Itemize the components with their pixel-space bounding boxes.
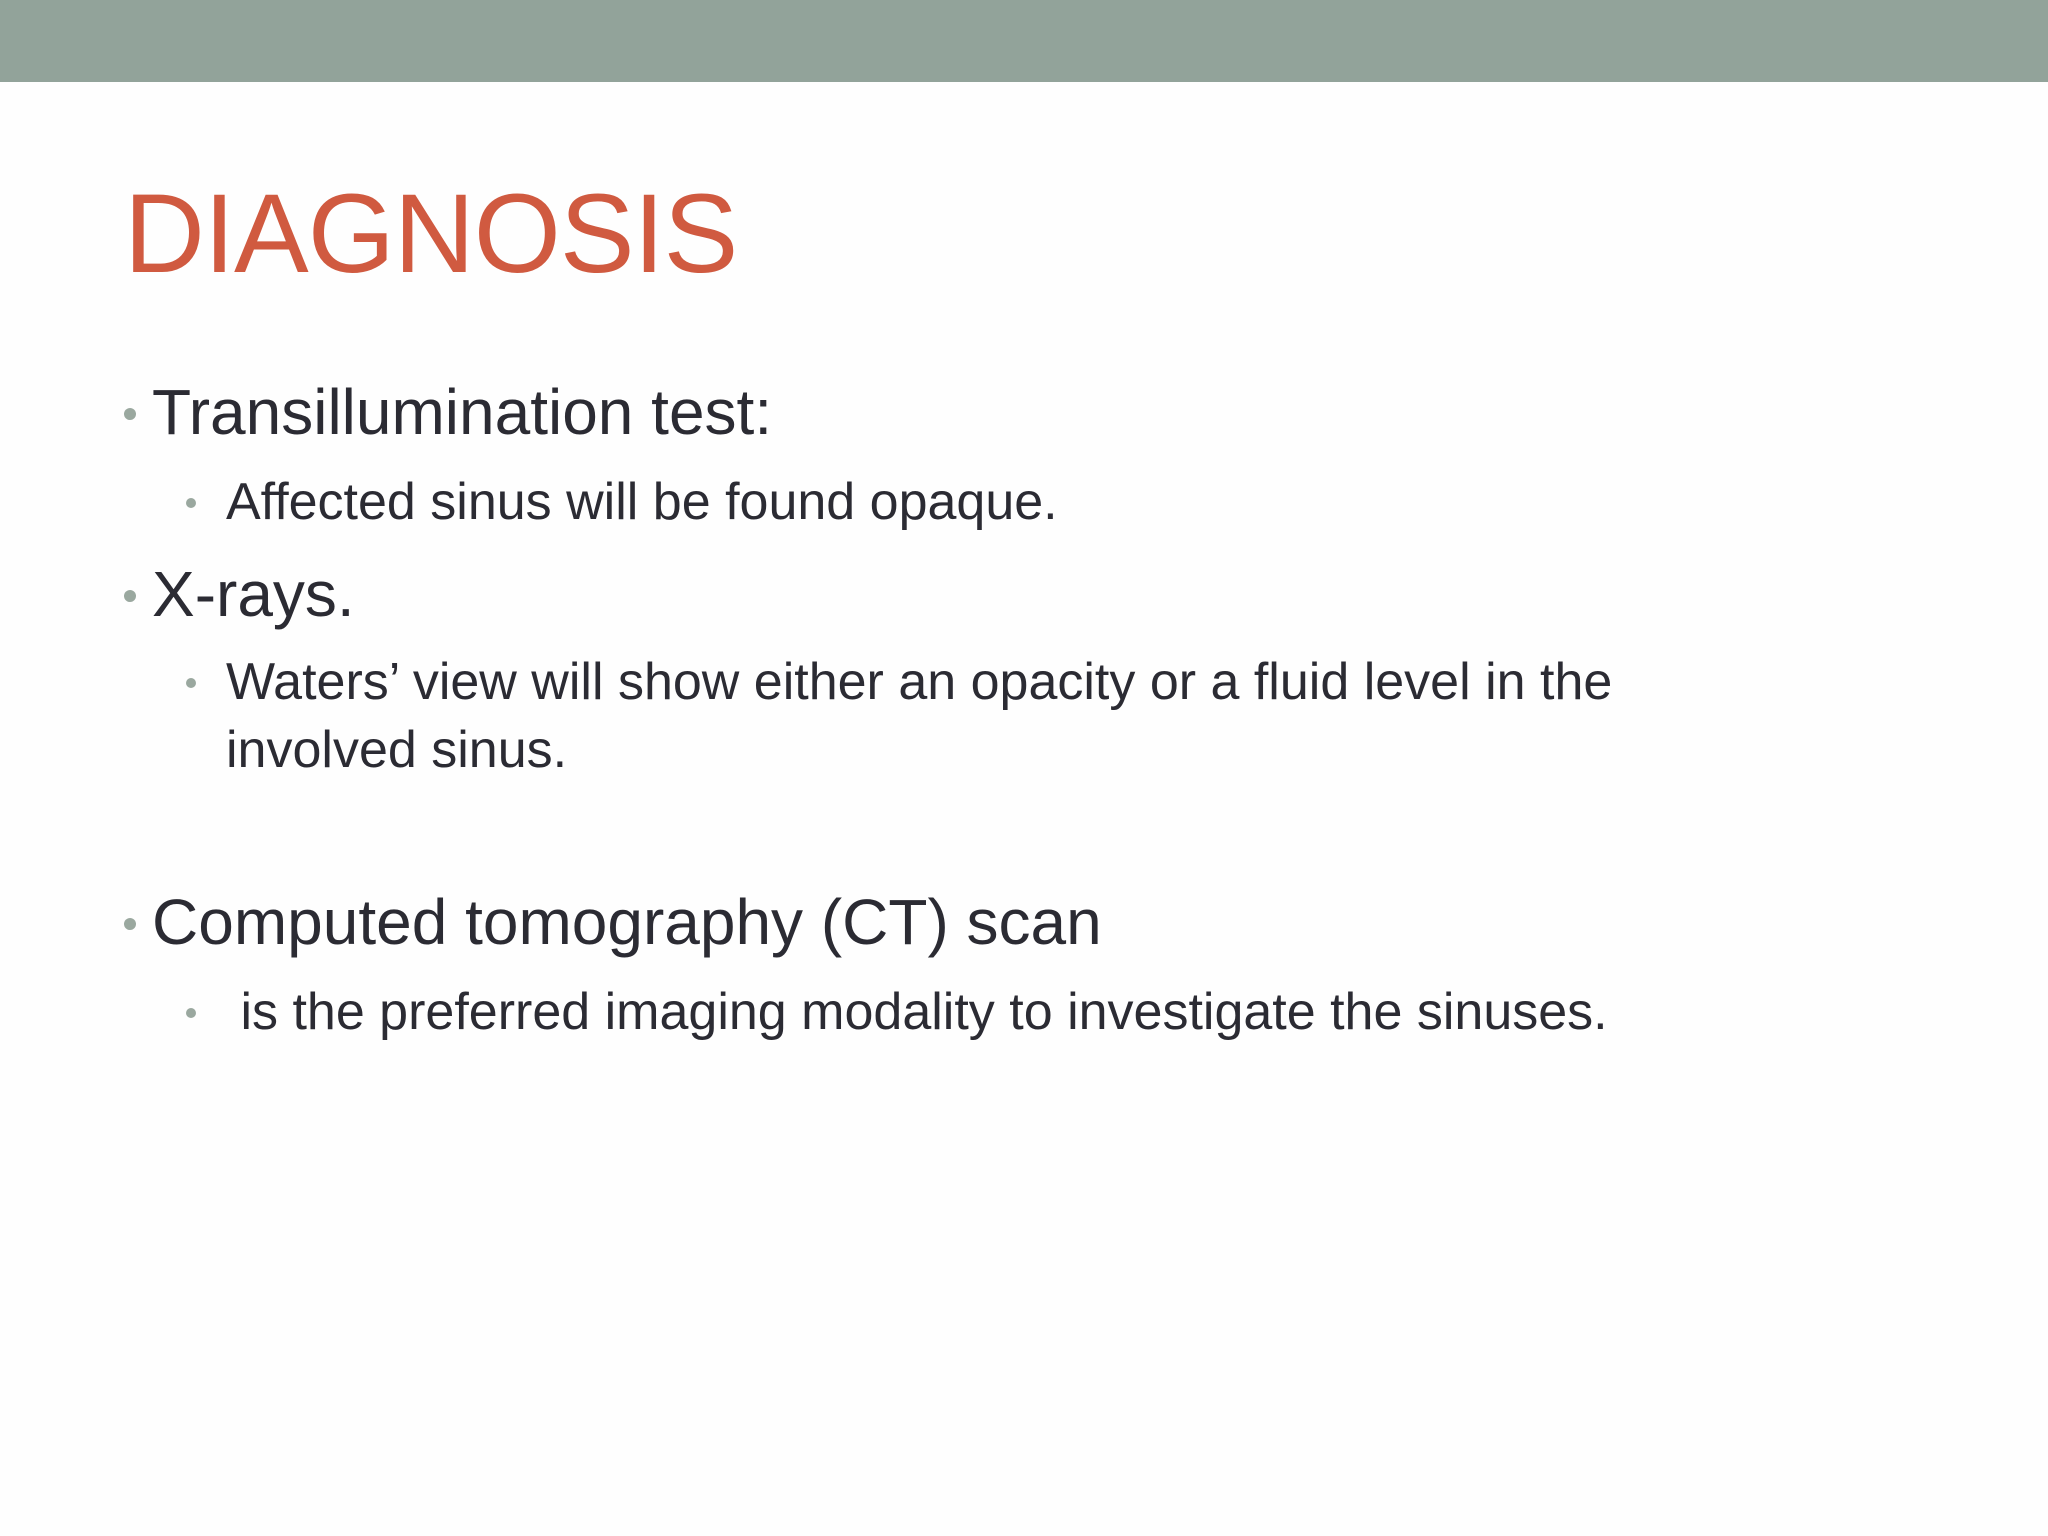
bullet-item-ct-scan	[124, 884, 1102, 960]
slide-title: DIAGNOSIS	[124, 171, 738, 296]
sub-bullet-text: Waters’ view will show either an opacity or a fluid level in the involved sinus.	[226, 653, 1613, 779]
sub-bullet-dot-icon	[186, 1008, 196, 1018]
sub-bullet-text: is the preferred imaging modality to investigate the sinuses.	[226, 983, 1608, 1041]
bullet-item-xrays	[124, 556, 355, 632]
sub-bullet-text: Affected sinus will be found opaque.	[226, 473, 1058, 531]
bullet-text: Computed tomography (CT) scan	[152, 886, 1102, 958]
bullet-item-transillumination	[124, 374, 772, 450]
sub-bullet-dot-icon	[186, 678, 196, 688]
sub-bullet-dot-icon	[186, 498, 196, 508]
header-band	[0, 0, 2048, 82]
sub-bullet-item	[186, 978, 1608, 1046]
sub-bullet-item	[186, 468, 1058, 536]
bullet-dot-icon	[124, 408, 136, 420]
sub-bullet-item	[186, 648, 1786, 784]
bullet-dot-icon	[124, 590, 136, 602]
bullet-dot-icon	[124, 918, 136, 930]
bullet-text: Transillumination test:	[152, 376, 773, 448]
bullet-text: X-rays.	[152, 558, 355, 630]
